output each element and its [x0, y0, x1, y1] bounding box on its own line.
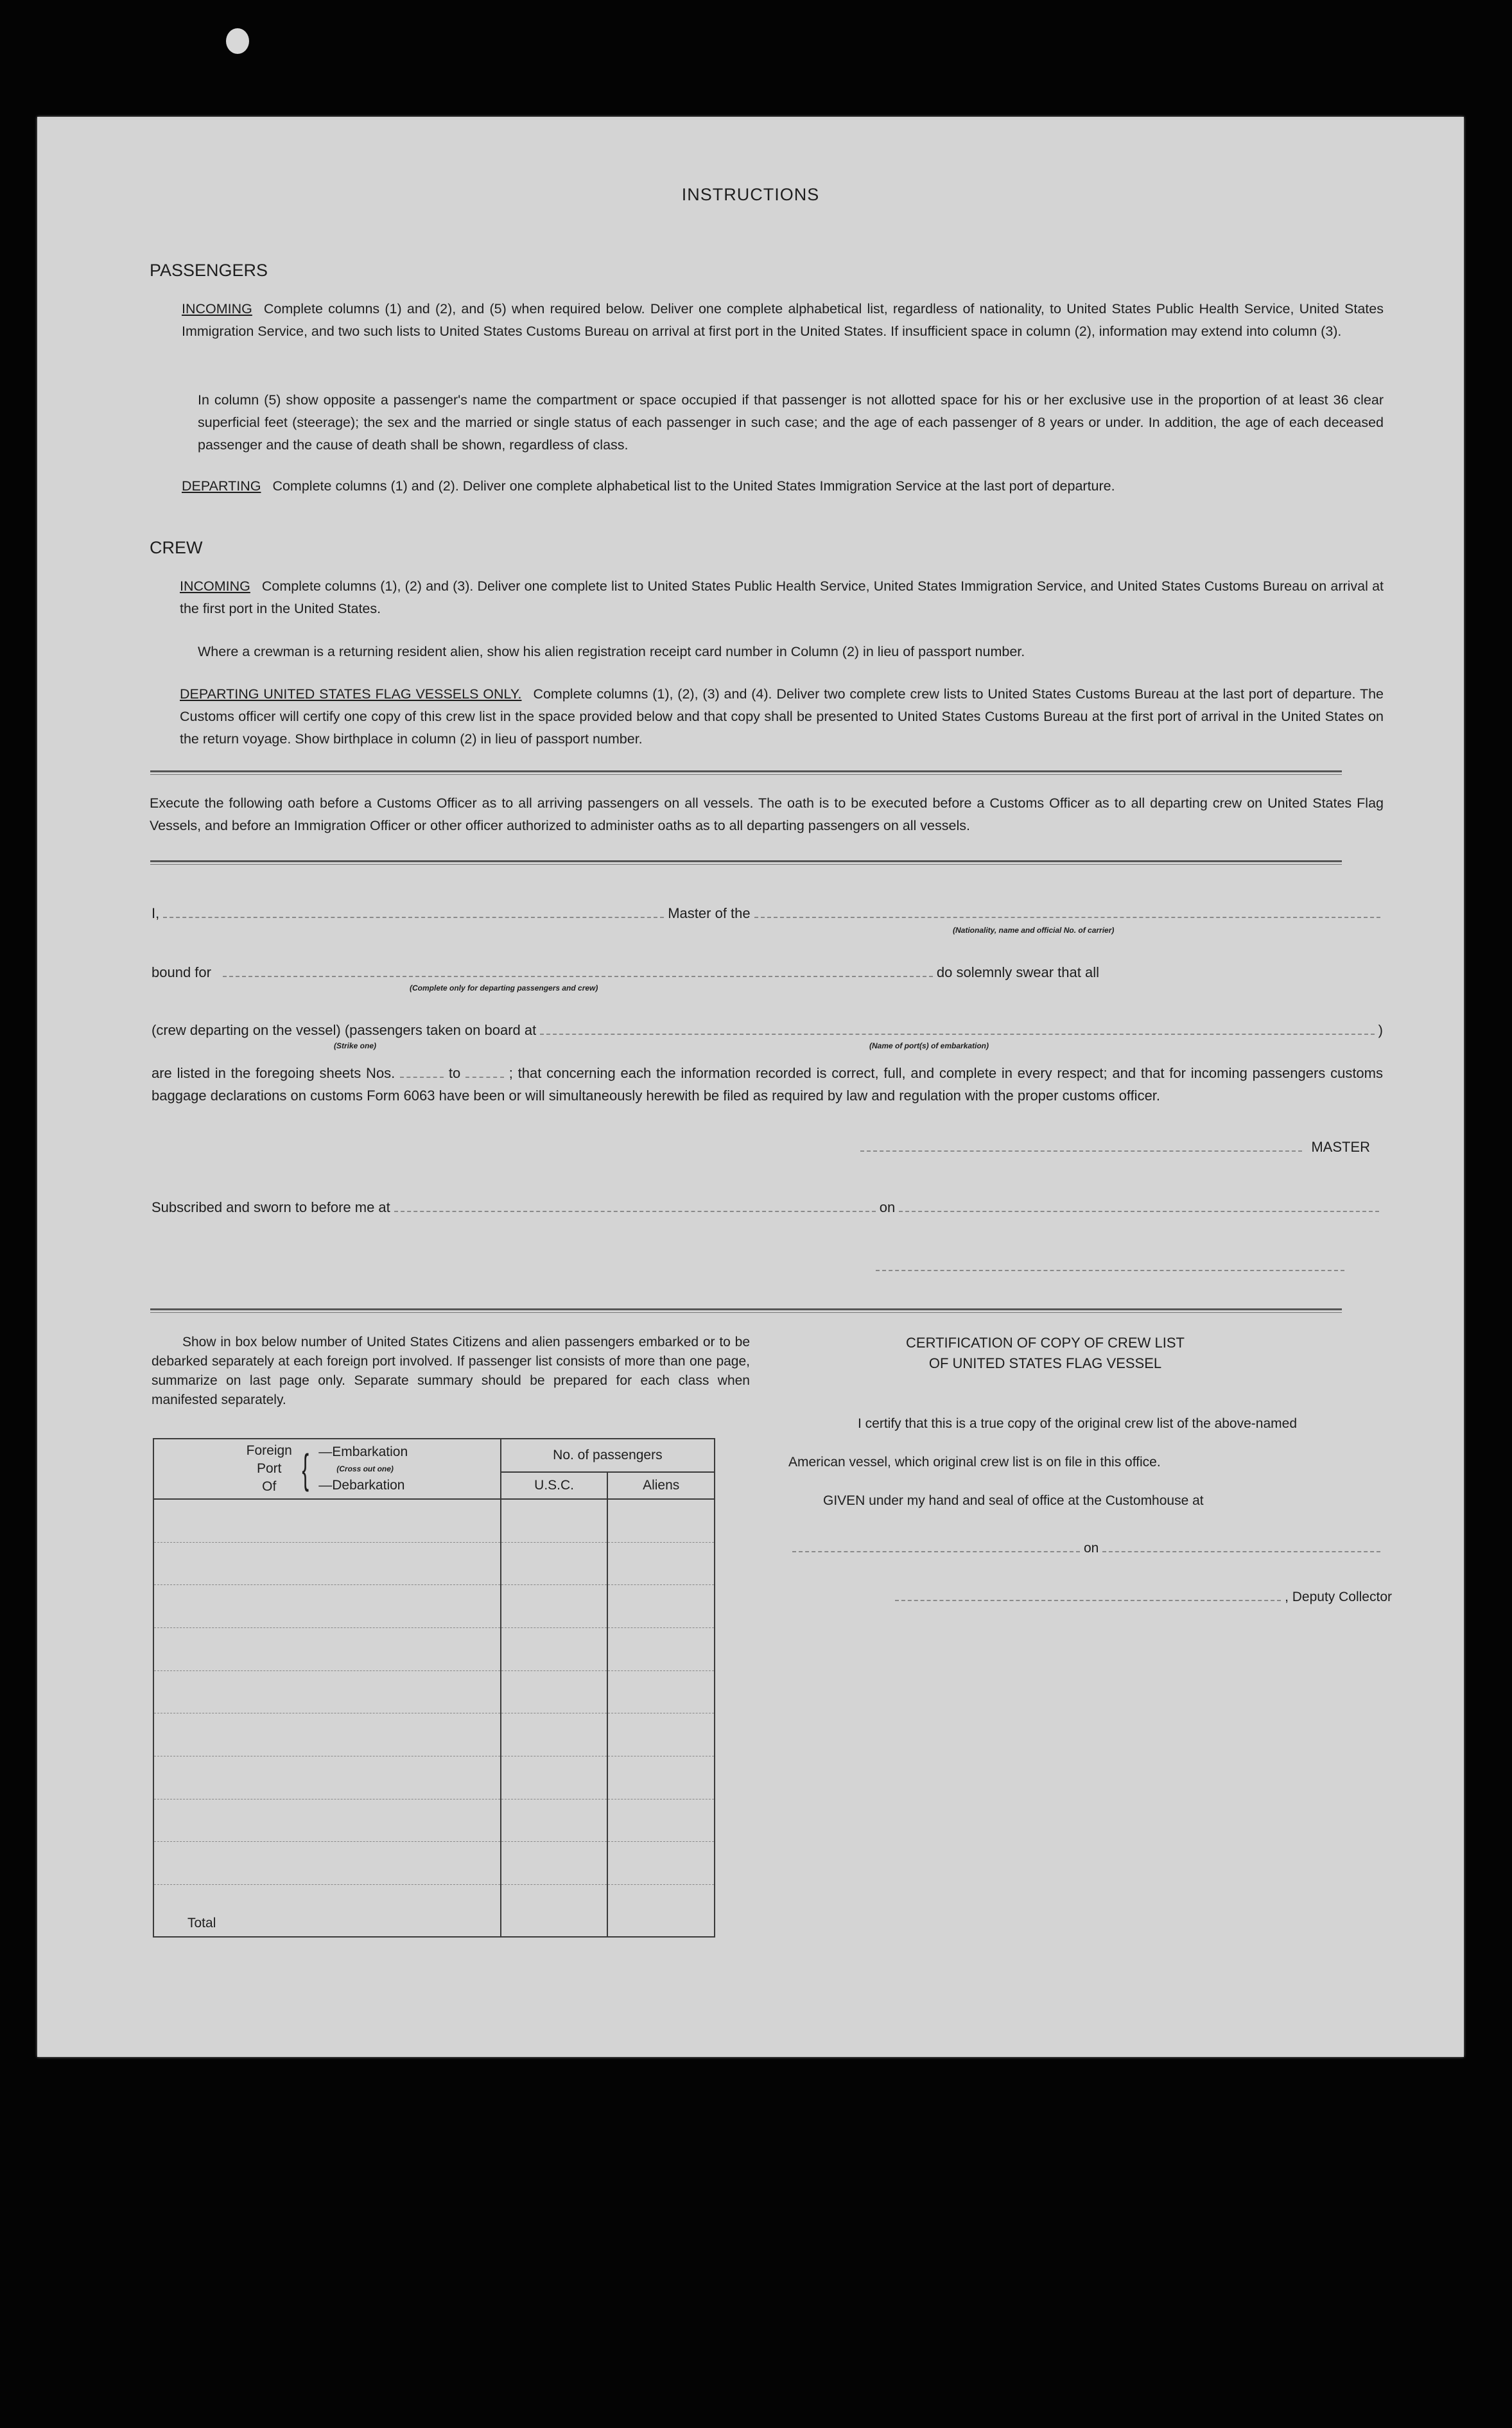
strike-note: (Strike one) — [334, 1041, 377, 1050]
departing-only-note: (Complete only for departing passengers and crew) — [410, 984, 598, 993]
port-cell[interactable] — [153, 1542, 501, 1585]
subscribed-line — [152, 1199, 1383, 1216]
sheet-from-field[interactable] — [400, 1077, 444, 1078]
aliens-cell[interactable] — [607, 1542, 715, 1585]
subscribed-label: Subscribed and sworn to before me at — [152, 1199, 390, 1215]
aliens-cell[interactable] — [607, 1585, 715, 1628]
oath-bound-line — [152, 964, 1099, 981]
usc-cell[interactable] — [501, 1499, 608, 1542]
aliens-header: Aliens — [607, 1472, 715, 1499]
certification-on-label: on — [1084, 1541, 1099, 1556]
crew-heading: CREW — [150, 538, 203, 557]
port-header — [153, 1439, 501, 1499]
divider-1 — [150, 770, 1342, 775]
passengers-incoming-text: Complete columns (1) and (2), and (5) when required below. Deliver one complete alphabetical list, regardless of nationality, to United States Public Health Service, United States Immigration Service, and two such lists to United States Customs Bureau on arrival at first port in the United States. If insufficient space in column (2), information may extend into column (3). — [182, 301, 1384, 339]
nationality-note: (Nationality, name and official No. of carrier) — [953, 926, 1115, 935]
summary-instruction: Show in box below number of United States Citizens and alien passengers embarked or to be debarked separately at each foreign port involved. If passenger list consists of more than one page, summarize on last page only. Separate summary should be prepared for each class when manifested separately. — [152, 1335, 750, 1407]
table-row — [153, 1542, 715, 1585]
of-label: Of — [262, 1479, 277, 1494]
divider-2 — [150, 860, 1342, 865]
embarkation-label: —Embarkation — [318, 1444, 408, 1459]
aliens-cell[interactable] — [607, 1799, 715, 1842]
certification-heading-line1: CERTIFICATION OF COPY OF CREW LIST — [906, 1335, 1185, 1351]
brace-icon: { — [302, 1446, 309, 1492]
usc-cell[interactable] — [501, 1799, 608, 1842]
usc-cell[interactable] — [501, 1627, 608, 1670]
port-cell[interactable] — [153, 1627, 501, 1670]
passengers-departing — [182, 475, 1384, 498]
subscribed-place-field[interactable] — [394, 1199, 876, 1212]
deputy-collector-line — [891, 1588, 1392, 1605]
usc-cell[interactable] — [501, 1585, 608, 1628]
total-label: Total — [153, 1884, 501, 1937]
aliens-cell[interactable] — [607, 1756, 715, 1799]
oath-instruction: Execute the following oath before a Customs Officer as to all arriving passengers on all vessels. The oath is to be executed before a Customs Officer as to all departing crew on United States Flag Vessels, and before an Immigration Officer or other officer authorized to administer oaths as to all departing passengers on all vessels. — [150, 795, 1384, 833]
master-of-label: Master of the — [668, 905, 751, 921]
certification-date-line — [788, 1539, 1384, 1556]
subscribed-date-field[interactable] — [899, 1199, 1379, 1212]
total-row — [153, 1884, 715, 1937]
certification-heading-line2: OF UNITED STATES FLAG VESSEL — [928, 1355, 1162, 1371]
divider-3 — [150, 1308, 1342, 1313]
passenger-summary-table — [153, 1438, 715, 1938]
oath-embark-line — [152, 1022, 1383, 1039]
subscribed-on-label: on — [879, 1199, 896, 1215]
crew-departing-text: Complete columns (1), (2), (3) and (4). Deliver two complete crew lists to United States Customs Bureau at the last port of departure. The Customs officer will certify one copy of this crew list in the space provided below and that copy shall be presented to United States Customs Bureau at the first port of arrival in the United States on the return voyage. Show birthplace in column (2) in lieu of passport number. — [180, 686, 1384, 747]
master-name-field[interactable] — [163, 905, 664, 918]
port-cell[interactable] — [153, 1842, 501, 1885]
total-usc-cell[interactable] — [501, 1884, 608, 1937]
table-row — [153, 1499, 715, 1542]
crew-resident-alien: Where a crewman is a returning resident alien, show his alien registration receipt card number in Column (2) in lieu of passport number. — [198, 644, 1025, 659]
no-of-passengers-header: No. of passengers — [501, 1439, 715, 1472]
bound-for-field[interactable] — [223, 964, 933, 977]
passengers-incoming — [182, 298, 1384, 343]
passengers-column5: In column (5) show opposite a passenger's name the compartment or space occupied if that passenger is not allotted space for his or her exclusive use in the proportion of at least 36 clear superficial feet (steerage); the sex and the married or single status of each passenger in such case; and the age of each passenger of 8 years or under. In addition, the age of each deceased passenger and the cause of death shall be shown, regardless of class. — [198, 392, 1384, 453]
port-cell[interactable] — [153, 1756, 501, 1799]
passengers-heading: PASSENGERS — [150, 261, 268, 280]
cross-out-note: (Cross out one) — [336, 1464, 394, 1473]
bound-for-label: bound for — [152, 964, 211, 980]
form-sheet — [37, 117, 1464, 2057]
certification-heading — [801, 1333, 1289, 1374]
table-row — [153, 1670, 715, 1713]
table-row — [153, 1842, 715, 1885]
crew-departing-label: DEPARTING UNITED STATES FLAG VESSELS ONLY. — [180, 686, 522, 702]
deputy-collector-label: , Deputy Collector — [1285, 1590, 1392, 1604]
table-row — [153, 1627, 715, 1670]
sheet-to-field[interactable] — [465, 1077, 504, 1078]
port-cell[interactable] — [153, 1499, 501, 1542]
aliens-cell[interactable] — [607, 1627, 715, 1670]
close-paren: ) — [1378, 1022, 1383, 1038]
certification-text2: American vessel, which original crew list is on file in this office. — [788, 1455, 1161, 1470]
usc-header: U.S.C. — [501, 1472, 608, 1499]
usc-cell[interactable] — [501, 1713, 608, 1756]
aliens-cell[interactable] — [607, 1499, 715, 1542]
listed-prefix: are listed in the foregoing sheets Nos. — [152, 1065, 395, 1081]
port-label: Port — [257, 1461, 282, 1476]
swear-label: do solemnly swear that all — [936, 964, 1099, 980]
crew-incoming-text: Complete columns (1), (2) and (3). Deliver one complete list to United States Public Health Service, United States Immigration Service, and United States Customs Bureau on arrival at the first port in the United States. — [180, 578, 1384, 616]
crew-passengers-label: (crew departing on the vessel) (passengers taken on board at — [152, 1022, 537, 1038]
debarkation-label: —Debarkation — [318, 1478, 405, 1493]
certification-date-field[interactable] — [1102, 1539, 1380, 1552]
ports-note: (Name of port(s) of embarkation) — [869, 1041, 989, 1050]
certification-text3: GIVEN under my hand and seal of office at the Customhouse at — [823, 1493, 1204, 1508]
passengers-incoming-label: INCOMING — [182, 301, 252, 317]
passengers-departing-text: Complete columns (1) and (2). Deliver one complete alphabetical list to the United States Immigration Service at the last port of departure. — [272, 478, 1115, 494]
port-cell[interactable] — [153, 1713, 501, 1756]
port-cell[interactable] — [153, 1585, 501, 1628]
crew-departing — [180, 683, 1384, 750]
to-label: to — [448, 1065, 461, 1081]
usc-cell[interactable] — [501, 1670, 608, 1713]
table-row — [153, 1585, 715, 1628]
port-cell[interactable] — [153, 1799, 501, 1842]
foreign-label: Foreign — [246, 1443, 292, 1458]
usc-cell[interactable] — [501, 1842, 608, 1885]
oath-listed-para — [152, 1062, 1383, 1107]
crew-incoming-label: INCOMING — [180, 578, 250, 594]
aliens-cell[interactable] — [607, 1670, 715, 1713]
port-cell[interactable] — [153, 1670, 501, 1713]
master-signature-line — [856, 1139, 1370, 1156]
table-row — [153, 1756, 715, 1799]
listed-text: ; that concerning each the information recorded is correct, full, and complete in every respect; and that for incoming passengers customs baggage declarations on customs Form 6063 have been or will simultaneously herewith be filed as required by law and regulation with the proper customs officer. — [152, 1065, 1383, 1104]
page-title: INSTRUCTIONS — [681, 185, 820, 204]
aliens-cell[interactable] — [607, 1842, 715, 1885]
usc-cell[interactable] — [501, 1756, 608, 1799]
oath-master-line — [152, 905, 1384, 922]
table-row — [153, 1713, 715, 1756]
officer-signature-field[interactable] — [876, 1270, 1344, 1271]
embark-ports-field[interactable] — [540, 1022, 1374, 1035]
crew-incoming — [180, 575, 1384, 620]
passengers-departing-label: DEPARTING — [182, 478, 261, 494]
master-signature-field[interactable] — [860, 1139, 1302, 1152]
vessel-field[interactable] — [754, 905, 1380, 918]
master-label: MASTER — [1311, 1139, 1370, 1155]
oath-i-label: I, — [152, 905, 160, 921]
total-aliens-cell[interactable] — [607, 1884, 715, 1937]
customhouse-field[interactable] — [792, 1539, 1080, 1552]
aliens-cell[interactable] — [607, 1713, 715, 1756]
usc-cell[interactable] — [501, 1542, 608, 1585]
table-row — [153, 1799, 715, 1842]
punch-hole — [226, 28, 249, 54]
certification-text1: I certify that this is a true copy of the original crew list of the above-named — [858, 1416, 1297, 1431]
deputy-signature-field[interactable] — [895, 1588, 1281, 1601]
